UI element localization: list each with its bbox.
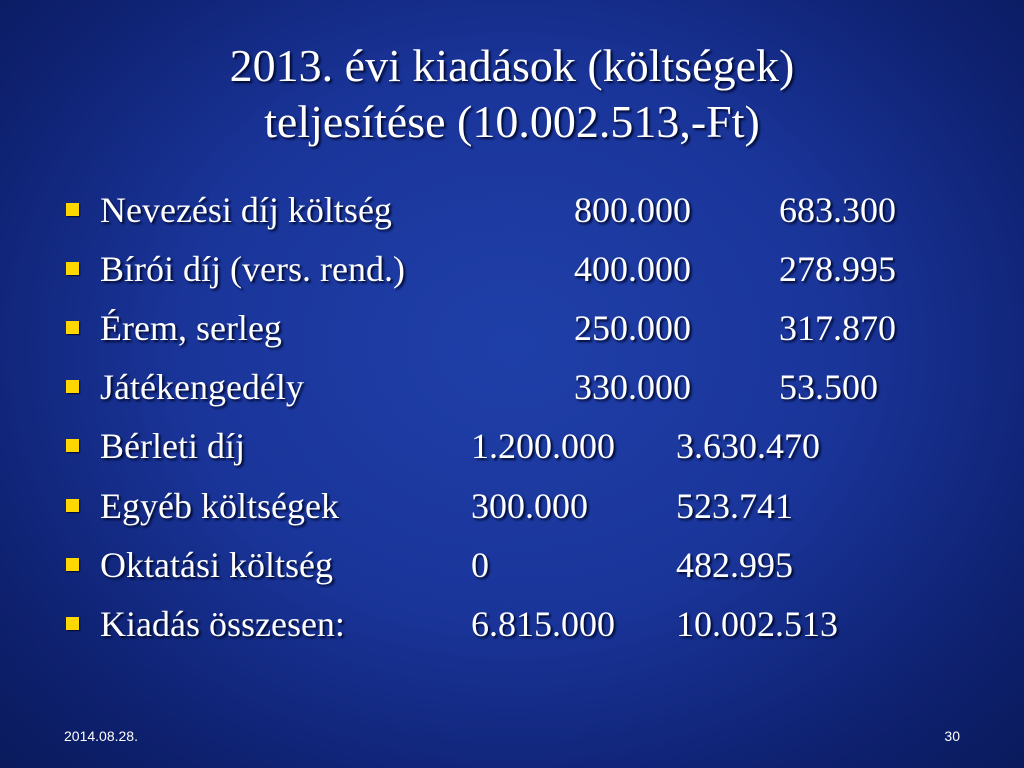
square-bullet-icon: [66, 321, 79, 334]
item-actual-value: 317.870: [779, 308, 896, 348]
item-actual-value: 278.995: [779, 249, 896, 289]
item-actual-value: 3.630.470: [676, 426, 820, 466]
item-plan-value: 1.200.000: [471, 426, 615, 466]
square-bullet-icon: [66, 380, 79, 393]
square-bullet-icon: [66, 439, 79, 452]
list-item: [0, 477, 1024, 535]
item-plan-value: 800.000: [574, 190, 691, 230]
list-item: [0, 595, 1024, 653]
list-item: [0, 240, 1024, 298]
item-plan-value: 330.000: [574, 367, 691, 407]
item-plan-value: 0: [471, 545, 489, 585]
square-bullet-icon: [66, 203, 79, 216]
slide-title-line-1: 2013. évi kiadások (költségek): [229, 40, 795, 91]
item-label: Bérleti díj: [100, 426, 245, 466]
item-actual-value: 482.995: [676, 545, 793, 585]
item-label: Érem, serleg: [100, 308, 282, 348]
slide-title-line-2: teljesítése (10.002.513,-Ft): [264, 96, 760, 147]
square-bullet-icon: [66, 499, 79, 512]
list-item: [0, 299, 1024, 357]
square-bullet-icon: [66, 558, 79, 571]
footer-date: 2014.08.28.: [64, 728, 138, 744]
square-bullet-icon: [66, 617, 79, 630]
item-actual-value: 10.002.513: [676, 604, 838, 644]
item-label: Kiadás összesen:: [100, 604, 345, 644]
list-item: [0, 181, 1024, 239]
square-bullet-icon: [66, 262, 79, 275]
item-label: Egyéb költségek: [100, 486, 339, 526]
item-actual-value: 53.500: [779, 367, 878, 407]
list-item: [0, 536, 1024, 594]
item-plan-value: 6.815.000: [471, 604, 615, 644]
slide-number: 30: [944, 728, 960, 744]
item-label: Oktatási költség: [100, 545, 333, 585]
item-actual-value: 683.300: [779, 190, 896, 230]
item-label: Bírói díj (vers. rend.): [100, 249, 405, 289]
item-label: Nevezési díj költség: [100, 190, 392, 230]
list-item: [0, 358, 1024, 416]
list-item: [0, 417, 1024, 475]
item-plan-value: 400.000: [574, 249, 691, 289]
item-label: Játékengedély: [100, 367, 304, 407]
item-plan-value: 300.000: [471, 486, 588, 526]
item-plan-value: 250.000: [574, 308, 691, 348]
item-actual-value: 523.741: [676, 486, 793, 526]
